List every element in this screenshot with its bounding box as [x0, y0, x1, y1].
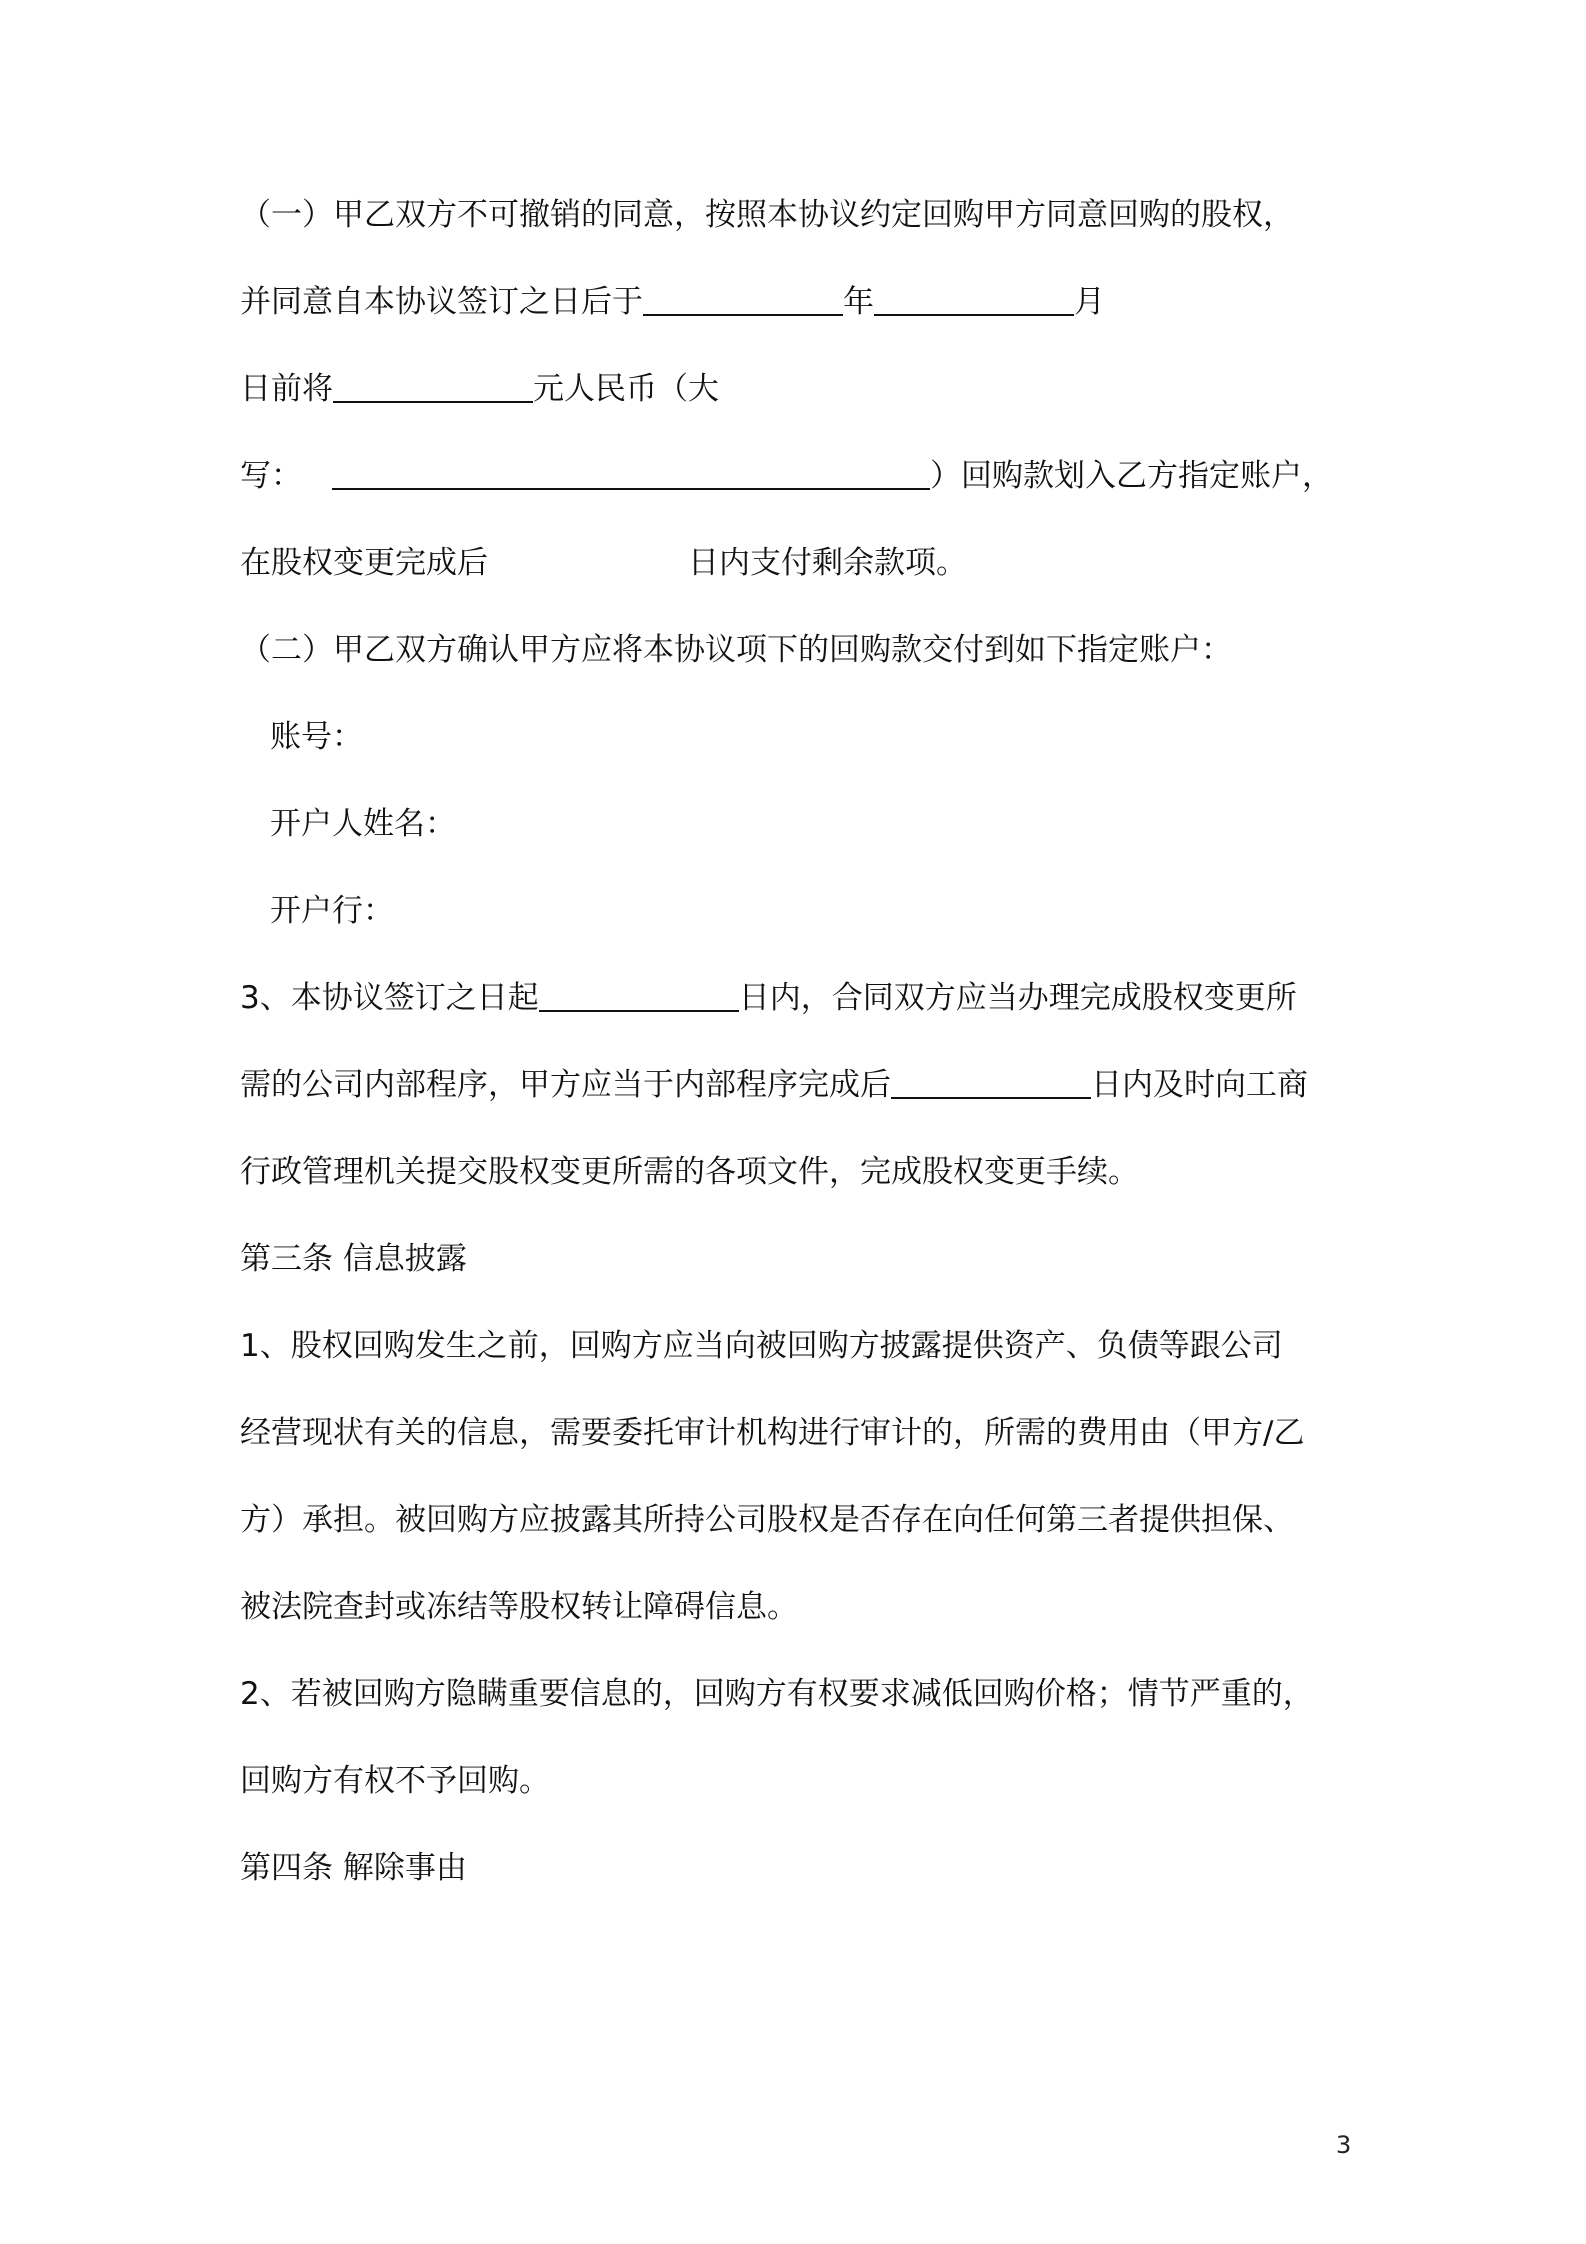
article-4-heading: 第四条 解除事由 [240, 1850, 467, 1886]
clause-1-line-5 [240, 543, 967, 583]
account-number-label: 账号： [270, 719, 363, 755]
clause-2-heading: （二）甲乙双方确认甲方应将本协议项下的回购款交付到如下指定账户： [240, 632, 1232, 668]
text-fragment: 需的公司内部程序，甲方应当于内部程序完成后 [240, 1067, 891, 1103]
item-3-line-3: 行政管理机关提交股权变更所需的各项文件，完成股权变更手续。 [240, 1154, 1139, 1190]
page-number: 3 [1336, 2131, 1352, 2159]
clause-1-line-2 [240, 282, 1105, 322]
article-3-item-1-line-4: 被法院查封或冻结等股权转让障碍信息。 [240, 1589, 798, 1625]
bank-label: 开户行： [270, 893, 394, 929]
year-blank [643, 284, 843, 316]
article-3-item-1-line-1: 1、股权回购发生之前，回购方应当向被回购方披露提供资产、负债等跟公司 [240, 1328, 1283, 1364]
item-3-line-2 [240, 1065, 1308, 1105]
amount-blank [333, 371, 533, 403]
clause-1-line-1: （一）甲乙双方不可撤销的同意，按照本协议约定回购甲方同意回购的股权， [240, 197, 1294, 233]
item-3-line-1 [240, 978, 1297, 1018]
text-fragment: 月 [1074, 284, 1105, 320]
text-fragment: 3、本协议签订之日起 [240, 980, 539, 1016]
clause-1-line-3 [240, 369, 719, 409]
article-3-item-2-line-1: 2、若被回购方隐瞒重要信息的，回购方有权要求减低回购价格；情节严重的， [240, 1676, 1314, 1712]
text-fragment: 年 [843, 284, 874, 320]
text-fragment: 日内及时向工商 [1091, 1067, 1308, 1103]
text-fragment: 日内，合同双方应当办理完成股权变更所 [738, 980, 1297, 1016]
text-fragment: 日前将 [240, 371, 333, 407]
text-fragment: 写： [240, 458, 302, 494]
article-3-heading: 第三条 信息披露 [240, 1241, 467, 1277]
text-fragment: 并同意自本协议签订之日后于 [240, 284, 643, 320]
text-fragment: ）回购款划入乙方指定账户， [930, 458, 1333, 494]
clause-1-line-4 [240, 456, 1333, 496]
text-fragment: 日内支付剩余款项。 [688, 545, 967, 581]
text-fragment: 在股权变更完成后 [240, 545, 488, 581]
article-3-item-2-line-2: 回购方有权不予回购。 [240, 1763, 550, 1799]
days-blank [539, 980, 739, 1012]
text-fragment: 元人民币（大 [533, 371, 719, 407]
days-blank [891, 1067, 1091, 1099]
amount-in-words-blank [332, 458, 930, 490]
article-3-item-1-line-3: 方）承担。被回购方应披露其所持公司股权是否存在向任何第三者提供担保、 [240, 1502, 1294, 1538]
month-blank [874, 284, 1074, 316]
account-holder-label: 开户人姓名： [270, 806, 456, 842]
article-3-item-1-line-2: 经营现状有关的信息，需要委托审计机构进行审计的，所需的费用由（甲方/乙 [240, 1415, 1305, 1451]
